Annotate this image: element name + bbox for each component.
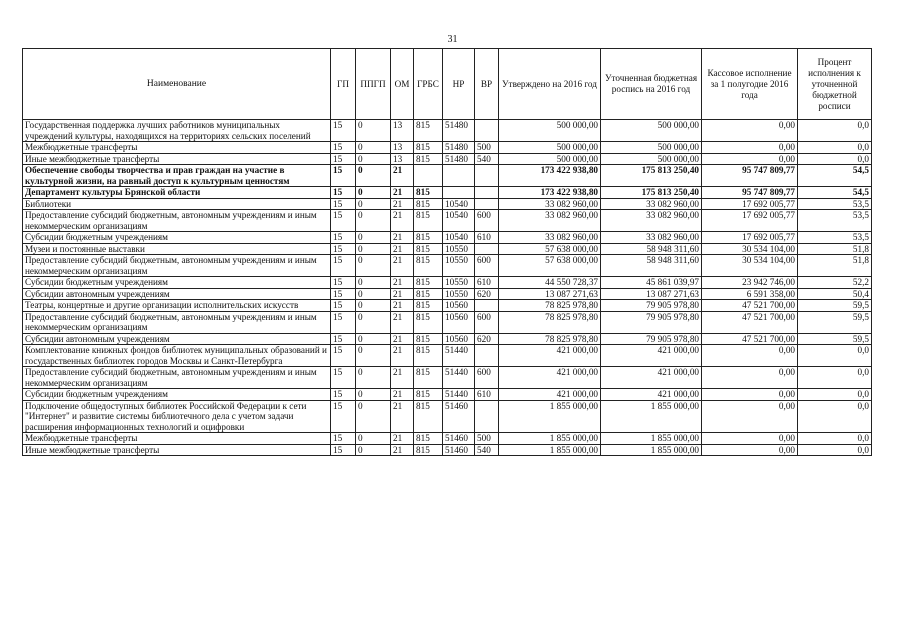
table-row xyxy=(23,165,872,187)
cell-percent: 0,0 xyxy=(798,444,872,456)
cell-vr: 540 xyxy=(475,153,499,165)
cell-cash: 47 521 700,00 xyxy=(702,300,798,312)
cell-ppgp: 0 xyxy=(356,333,391,345)
cell-grbs: 815 xyxy=(414,198,443,210)
cell-ppgp: 0 xyxy=(356,367,391,389)
table-body xyxy=(23,120,872,456)
cell-ppgp: 0 xyxy=(356,153,391,165)
cell-grbs: 815 xyxy=(414,311,443,333)
table-row xyxy=(23,153,872,165)
cell-om: 21 xyxy=(391,277,414,289)
cell-grbs: 815 xyxy=(414,187,443,199)
cell-gp: 15 xyxy=(331,444,356,456)
cell-ppgp: 0 xyxy=(356,255,391,277)
header-vr: ВР xyxy=(475,49,499,120)
table-row xyxy=(23,187,872,199)
cell-vr: 610 xyxy=(475,232,499,244)
header-np: НР xyxy=(443,49,475,120)
table-row xyxy=(23,400,872,433)
cell-cash: 95 747 809,77 xyxy=(702,165,798,187)
cell-gp: 15 xyxy=(331,243,356,255)
page-number: 31 xyxy=(447,34,458,45)
cell-np: 51460 xyxy=(443,400,475,433)
cell-gp: 15 xyxy=(331,433,356,445)
cell-approved: 421 000,00 xyxy=(499,389,601,401)
cell-vr: 620 xyxy=(475,288,499,300)
budget-table xyxy=(22,48,872,456)
cell-gp: 15 xyxy=(331,198,356,210)
cell-np: 10560 xyxy=(443,300,475,312)
cell-revised: 79 905 978,80 xyxy=(601,300,702,312)
cell-np xyxy=(443,187,475,199)
cell-ppgp: 0 xyxy=(356,433,391,445)
cell-cash: 0,00 xyxy=(702,142,798,154)
cell-approved: 1 855 000,00 xyxy=(499,400,601,433)
cell-cash: 30 534 104,00 xyxy=(702,255,798,277)
cell-gp: 15 xyxy=(331,389,356,401)
cell-cash: 0,00 xyxy=(702,433,798,445)
cell-om: 21 xyxy=(391,433,414,445)
cell-percent: 54,5 xyxy=(798,187,872,199)
cell-revised: 175 813 250,40 xyxy=(601,165,702,187)
header-om: ОМ xyxy=(391,49,414,120)
table-row xyxy=(23,311,872,333)
cell-approved: 33 082 960,00 xyxy=(499,198,601,210)
cell-revised: 1 855 000,00 xyxy=(601,444,702,456)
cell-name: Предоставление субсидий бюджетным, автономным учреждениям и иным некоммерческим организациям xyxy=(23,210,331,232)
table-row xyxy=(23,333,872,345)
header-percent: Процент исполнения к уточненной бюджетной росписи xyxy=(798,49,872,120)
cell-np: 10550 xyxy=(443,277,475,289)
cell-revised: 421 000,00 xyxy=(601,345,702,367)
cell-revised: 58 948 311,60 xyxy=(601,243,702,255)
table-row xyxy=(23,277,872,289)
cell-om: 13 xyxy=(391,153,414,165)
cell-approved: 78 825 978,80 xyxy=(499,311,601,333)
header-revised: Уточненная бюджетная роспись на 2016 год xyxy=(601,49,702,120)
cell-revised: 421 000,00 xyxy=(601,389,702,401)
cell-percent: 50,4 xyxy=(798,288,872,300)
cell-np: 51480 xyxy=(443,153,475,165)
cell-cash: 0,00 xyxy=(702,367,798,389)
cell-percent: 53,5 xyxy=(798,232,872,244)
cell-ppgp: 0 xyxy=(356,232,391,244)
cell-np: 10550 xyxy=(443,288,475,300)
cell-grbs: 815 xyxy=(414,243,443,255)
cell-ppgp: 0 xyxy=(356,311,391,333)
cell-om: 21 xyxy=(391,243,414,255)
cell-grbs: 815 xyxy=(414,400,443,433)
cell-cash: 0,00 xyxy=(702,120,798,142)
cell-revised: 79 905 978,80 xyxy=(601,333,702,345)
cell-name: Комплектование книжных фондов библиотек муниципальных образований и государственных библиотек городов Москвы и Санкт-Петербурга xyxy=(23,345,331,367)
cell-ppgp: 0 xyxy=(356,142,391,154)
cell-cash: 95 747 809,77 xyxy=(702,187,798,199)
header-name: Наименование xyxy=(23,49,331,120)
cell-np: 51460 xyxy=(443,433,475,445)
cell-gp: 15 xyxy=(331,277,356,289)
table-row xyxy=(23,243,872,255)
cell-om: 21 xyxy=(391,165,414,187)
cell-approved: 500 000,00 xyxy=(499,153,601,165)
cell-revised: 13 087 271,63 xyxy=(601,288,702,300)
cell-grbs: 815 xyxy=(414,210,443,232)
cell-percent: 51,8 xyxy=(798,255,872,277)
cell-approved: 1 855 000,00 xyxy=(499,433,601,445)
cell-np: 51440 xyxy=(443,389,475,401)
cell-name: Подключение общедоступных библиотек Российской Федерации к сети "Интернет" и развитие системы библиотечного дела с учетом задачи расширения информационных технологий и оцифровки xyxy=(23,400,331,433)
cell-ppgp: 0 xyxy=(356,300,391,312)
cell-gp: 15 xyxy=(331,400,356,433)
cell-percent: 0,0 xyxy=(798,400,872,433)
cell-grbs: 815 xyxy=(414,232,443,244)
cell-gp: 15 xyxy=(331,333,356,345)
table-row xyxy=(23,300,872,312)
cell-np: 10540 xyxy=(443,232,475,244)
table-row xyxy=(23,444,872,456)
cell-gp: 15 xyxy=(331,187,356,199)
cell-approved: 173 422 938,80 xyxy=(499,187,601,199)
cell-vr xyxy=(475,400,499,433)
cell-np: 51440 xyxy=(443,367,475,389)
cell-np: 51480 xyxy=(443,142,475,154)
cell-om: 21 xyxy=(391,444,414,456)
cell-om: 21 xyxy=(391,255,414,277)
cell-vr xyxy=(475,165,499,187)
cell-np: 51460 xyxy=(443,444,475,456)
header-grbs: ГРБС xyxy=(414,49,443,120)
cell-vr: 600 xyxy=(475,210,499,232)
table-row xyxy=(23,142,872,154)
cell-approved: 13 087 271,63 xyxy=(499,288,601,300)
cell-om: 21 xyxy=(391,400,414,433)
cell-revised: 33 082 960,00 xyxy=(601,210,702,232)
cell-name: Департамент культуры Брянской области xyxy=(23,187,331,199)
cell-approved: 500 000,00 xyxy=(499,120,601,142)
cell-np: 10560 xyxy=(443,333,475,345)
cell-ppgp: 0 xyxy=(356,187,391,199)
cell-cash: 30 534 104,00 xyxy=(702,243,798,255)
cell-cash: 23 942 746,00 xyxy=(702,277,798,289)
cell-percent: 54,5 xyxy=(798,165,872,187)
cell-np: 10550 xyxy=(443,243,475,255)
cell-revised: 45 861 039,97 xyxy=(601,277,702,289)
cell-grbs: 815 xyxy=(414,345,443,367)
cell-cash: 0,00 xyxy=(702,400,798,433)
cell-grbs: 815 xyxy=(414,367,443,389)
cell-gp: 15 xyxy=(331,120,356,142)
cell-vr: 600 xyxy=(475,367,499,389)
cell-vr xyxy=(475,187,499,199)
cell-vr xyxy=(475,345,499,367)
cell-percent: 0,0 xyxy=(798,367,872,389)
cell-revised: 500 000,00 xyxy=(601,120,702,142)
cell-revised: 500 000,00 xyxy=(601,153,702,165)
cell-percent: 0,0 xyxy=(798,153,872,165)
cell-np xyxy=(443,165,475,187)
cell-percent: 0,0 xyxy=(798,433,872,445)
cell-revised: 1 855 000,00 xyxy=(601,400,702,433)
cell-vr: 600 xyxy=(475,311,499,333)
table-row xyxy=(23,433,872,445)
cell-np: 10560 xyxy=(443,311,475,333)
cell-ppgp: 0 xyxy=(356,277,391,289)
cell-approved: 500 000,00 xyxy=(499,142,601,154)
cell-approved: 173 422 938,80 xyxy=(499,165,601,187)
cell-np: 10540 xyxy=(443,210,475,232)
cell-approved: 78 825 978,80 xyxy=(499,300,601,312)
cell-percent: 53,5 xyxy=(798,198,872,210)
cell-name: Субсидии автономным учреждениям xyxy=(23,288,331,300)
cell-approved: 1 855 000,00 xyxy=(499,444,601,456)
cell-ppgp: 0 xyxy=(356,389,391,401)
cell-approved: 33 082 960,00 xyxy=(499,210,601,232)
cell-np: 51440 xyxy=(443,345,475,367)
cell-percent: 59,5 xyxy=(798,311,872,333)
cell-name: Театры, концертные и другие организации исполнительских искусств xyxy=(23,300,331,312)
table-row xyxy=(23,389,872,401)
cell-grbs: 815 xyxy=(414,433,443,445)
table-row xyxy=(23,367,872,389)
cell-approved: 57 638 000,00 xyxy=(499,243,601,255)
cell-cash: 0,00 xyxy=(702,345,798,367)
cell-name: Предоставление субсидий бюджетным, автономным учреждениям и иным некоммерческим организациям xyxy=(23,311,331,333)
cell-approved: 44 550 728,37 xyxy=(499,277,601,289)
cell-ppgp: 0 xyxy=(356,345,391,367)
cell-ppgp: 0 xyxy=(356,444,391,456)
cell-name: Предоставление субсидий бюджетным, автономным учреждениям и иным некоммерческим организациям xyxy=(23,255,331,277)
cell-revised: 1 855 000,00 xyxy=(601,433,702,445)
cell-cash: 17 692 005,77 xyxy=(702,198,798,210)
cell-grbs: 815 xyxy=(414,444,443,456)
cell-vr xyxy=(475,243,499,255)
table-row xyxy=(23,210,872,232)
header-approved: Утверждено на 2016 год xyxy=(499,49,601,120)
cell-om: 21 xyxy=(391,389,414,401)
cell-vr: 540 xyxy=(475,444,499,456)
cell-om: 21 xyxy=(391,367,414,389)
cell-om: 21 xyxy=(391,288,414,300)
cell-percent: 0,0 xyxy=(798,345,872,367)
cell-revised: 500 000,00 xyxy=(601,142,702,154)
cell-vr: 610 xyxy=(475,389,499,401)
cell-om: 21 xyxy=(391,333,414,345)
cell-grbs: 815 xyxy=(414,300,443,312)
cell-cash: 47 521 700,00 xyxy=(702,333,798,345)
header-row xyxy=(23,49,872,120)
cell-om: 21 xyxy=(391,198,414,210)
cell-name: Предоставление субсидий бюджетным, автономным учреждениям и иным некоммерческим организациям xyxy=(23,367,331,389)
cell-grbs: 815 xyxy=(414,142,443,154)
cell-gp: 15 xyxy=(331,165,356,187)
cell-grbs xyxy=(414,165,443,187)
cell-om: 21 xyxy=(391,300,414,312)
cell-om: 21 xyxy=(391,311,414,333)
header-ppgp: ППГП xyxy=(356,49,391,120)
cell-om: 13 xyxy=(391,142,414,154)
cell-approved: 78 825 978,80 xyxy=(499,333,601,345)
cell-vr xyxy=(475,198,499,210)
cell-name: Библиотеки xyxy=(23,198,331,210)
cell-revised: 421 000,00 xyxy=(601,367,702,389)
cell-ppgp: 0 xyxy=(356,198,391,210)
cell-grbs: 815 xyxy=(414,333,443,345)
cell-gp: 15 xyxy=(331,288,356,300)
cell-grbs: 815 xyxy=(414,389,443,401)
cell-name: Межбюджетные трансферты xyxy=(23,433,331,445)
cell-name: Субсидии бюджетным учреждениям xyxy=(23,389,331,401)
cell-percent: 0,0 xyxy=(798,389,872,401)
cell-percent: 53,5 xyxy=(798,210,872,232)
cell-revised: 33 082 960,00 xyxy=(601,232,702,244)
cell-percent: 52,2 xyxy=(798,277,872,289)
cell-grbs: 815 xyxy=(414,120,443,142)
table-row xyxy=(23,198,872,210)
cell-cash: 0,00 xyxy=(702,444,798,456)
cell-name: Иные межбюджетные трансферты xyxy=(23,444,331,456)
table-row xyxy=(23,345,872,367)
cell-name: Иные межбюджетные трансферты xyxy=(23,153,331,165)
cell-cash: 17 692 005,77 xyxy=(702,232,798,244)
cell-ppgp: 0 xyxy=(356,288,391,300)
cell-gp: 15 xyxy=(331,210,356,232)
cell-cash: 0,00 xyxy=(702,153,798,165)
cell-om: 21 xyxy=(391,187,414,199)
cell-name: Субсидии бюджетным учреждениям xyxy=(23,232,331,244)
cell-vr: 610 xyxy=(475,277,499,289)
cell-ppgp: 0 xyxy=(356,120,391,142)
cell-percent: 59,5 xyxy=(798,333,872,345)
cell-gp: 15 xyxy=(331,232,356,244)
table-row xyxy=(23,232,872,244)
table-row xyxy=(23,288,872,300)
cell-ppgp: 0 xyxy=(356,165,391,187)
cell-approved: 57 638 000,00 xyxy=(499,255,601,277)
cell-vr xyxy=(475,300,499,312)
cell-np: 51480 xyxy=(443,120,475,142)
cell-gp: 15 xyxy=(331,367,356,389)
cell-approved: 421 000,00 xyxy=(499,345,601,367)
cell-gp: 15 xyxy=(331,153,356,165)
cell-gp: 15 xyxy=(331,311,356,333)
cell-grbs: 815 xyxy=(414,288,443,300)
cell-name: Государственная поддержка лучших работников муниципальных учреждений культуры, находящихся на территориях сельских поселений xyxy=(23,120,331,142)
cell-gp: 15 xyxy=(331,142,356,154)
cell-cash: 6 591 358,00 xyxy=(702,288,798,300)
cell-grbs: 815 xyxy=(414,255,443,277)
cell-revised: 58 948 311,60 xyxy=(601,255,702,277)
cell-revised: 175 813 250,40 xyxy=(601,187,702,199)
cell-vr: 500 xyxy=(475,142,499,154)
cell-ppgp: 0 xyxy=(356,210,391,232)
cell-gp: 15 xyxy=(331,300,356,312)
cell-name: Субсидии автономным учреждениям xyxy=(23,333,331,345)
cell-name: Межбюджетные трансферты xyxy=(23,142,331,154)
cell-name: Обеспечение свободы творчества и прав граждан на участие в культурной жизни, на равный доступ к культурным ценностям xyxy=(23,165,331,187)
cell-name: Субсидии бюджетным учреждениям xyxy=(23,277,331,289)
cell-vr: 500 xyxy=(475,433,499,445)
table-row xyxy=(23,255,872,277)
cell-approved: 33 082 960,00 xyxy=(499,232,601,244)
cell-cash: 17 692 005,77 xyxy=(702,210,798,232)
cell-percent: 59,5 xyxy=(798,300,872,312)
cell-np: 10540 xyxy=(443,198,475,210)
cell-name: Музеи и постоянные выставки xyxy=(23,243,331,255)
cell-om: 13 xyxy=(391,120,414,142)
cell-ppgp: 0 xyxy=(356,243,391,255)
cell-gp: 15 xyxy=(331,345,356,367)
cell-approved: 421 000,00 xyxy=(499,367,601,389)
cell-cash: 47 521 700,00 xyxy=(702,311,798,333)
cell-np: 10550 xyxy=(443,255,475,277)
cell-om: 21 xyxy=(391,345,414,367)
cell-vr: 620 xyxy=(475,333,499,345)
header-cash: Кассовое исполнение за 1 полугодие 2016 года xyxy=(702,49,798,120)
cell-percent: 51,8 xyxy=(798,243,872,255)
cell-revised: 33 082 960,00 xyxy=(601,198,702,210)
cell-percent: 0,0 xyxy=(798,142,872,154)
cell-vr: 600 xyxy=(475,255,499,277)
cell-grbs: 815 xyxy=(414,153,443,165)
cell-revised: 79 905 978,80 xyxy=(601,311,702,333)
header-gp: ГП xyxy=(331,49,356,120)
cell-grbs: 815 xyxy=(414,277,443,289)
cell-gp: 15 xyxy=(331,255,356,277)
cell-vr xyxy=(475,120,499,142)
table-row xyxy=(23,120,872,142)
cell-om: 21 xyxy=(391,210,414,232)
cell-ppgp: 0 xyxy=(356,400,391,433)
cell-cash: 0,00 xyxy=(702,389,798,401)
cell-percent: 0,0 xyxy=(798,120,872,142)
cell-om: 21 xyxy=(391,232,414,244)
